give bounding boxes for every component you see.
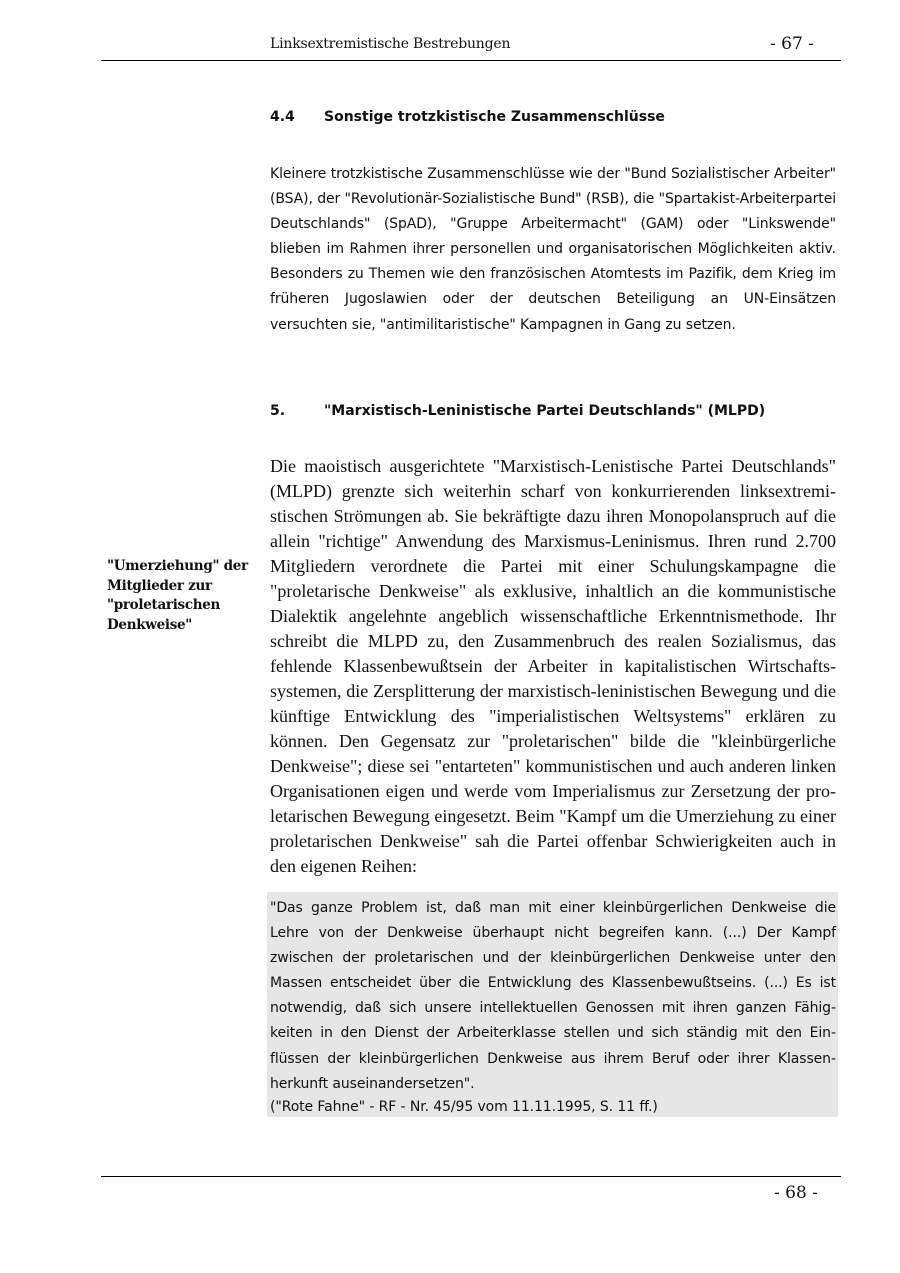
- margin-note: "Umerziehung" der Mitglieder zur "proletarischen Denkweise": [107, 558, 248, 633]
- page-number-top: - 67 -: [770, 34, 814, 54]
- quote-source: ("Rote Fahne" - RF - Nr. 45/95 vom 11.11.1995, S. 11 ff.): [270, 1099, 658, 1115]
- quote-text: "Das ganze Problem ist, daß man mit einer kleinbürgerlichen Denkweise die Lehre von der Denkweise überhaupt nicht begreifen kann. (...) Der Kampf zwischen der proletarischen und der kleinbürgerlichen Denkweise unter den Massen entscheidet über die Entwicklung des Klassenbewußtseins. (...) Es ist notwendig, daß sich unsere intellektuellen Genossen mit ihren ganzen Fähigkeiten in den Dienst der Arbeiterklasse stellen und sich ständig mit den Einflüssen der kleinbürgerlichen Denkweise aus ihrem Beruf oder ihrer Klassenherkunft auseinandersetzen".: [270, 900, 836, 1092]
- section-title: Sonstige trotzkistische Zusammenschlüsse: [324, 109, 665, 125]
- footer-rule: [101, 1176, 841, 1177]
- section-4-4-paragraph: Kleinere trotzkistische Zusammenschlüsse wie der "Bund Sozialistischer Arbeiter" (BSA), der "Revolutionär-Sozialistische Bund" (RSB), die "Spartakist-Arbeiterpartei Deutschlands" (SpAD), "Gruppe Arbeitermacht" (GAM) oder "Linkswende" blieben im Rahmen ihrer personellen und organisatorischen Möglichkeiten aktiv. Besonders zu Themen wie den französischen Atomtests im Pazifik, dem Krieg im früheren Jugoslawien oder der deutschen Beteiligung an UN-Einsätzen versuchten sie, "antimilitaristische" Kampagnen in Gang zu setzen.: [270, 166, 836, 333]
- running-header-title: Linksextremistische Bestrebungen: [270, 36, 511, 52]
- section-number: 5.: [270, 403, 286, 419]
- section-5-paragraph: Die maoistisch ausgerichtete "Marxistisch-Lenistische Partei Deutschlands" (MLPD) grenzte sich weiterhin scharf von konkurrierenden linksextremistischen Strömungen ab. Sie bekräftigte dazu ihren Monopolanspruch auf die allein "richtige" Anwendung des Marxismus-Leninismus. Ihren rund 2.700 Mitgliedern verordnete die Partei mit einer Schulungskampagne die "proletarische Denkweise" als exklusive, inhaltlich an die kommunistische Dialektik angelehnte angeblich wissenschaftliche Erkenntnismethode. Ihr schreibt die MLPD zu, den Zusammenbruch des realen Sozialismus, das fehlende Klassenbewußtsein der Arbeiter in kapitalistischen Wirtschaftssystemen, die Zersplitterung der marxistisch-leninistischen Bewegung und die künftige Entwicklung des "imperialistischen Weltsystems" erklären zu können. Den Gegensatz zur "proletarischen" bilde die "kleinbürgerliche Denkweise"; diese sei "entarteten" kommunistischen und auch anderen linken Organisationen eigen und werde vom Imperialismus zur Zersetzung der proletarischen Bewegung eingesetzt. Beim "Kampf um die Umerziehung zu einer proletarischen Denkweise" sah die Partei offenbar Schwierigkeiten auch in den eigenen Reihen:: [270, 456, 836, 876]
- section-heading-4-4: [270, 109, 665, 125]
- section-title: "Marxistisch-Leninistische Partei Deutschlands" (MLPD): [324, 403, 766, 419]
- section-number: 4.4: [270, 109, 295, 125]
- page-number-bottom: - 68 -: [774, 1183, 818, 1203]
- section-heading-5: [270, 403, 765, 419]
- header-rule: [101, 60, 841, 61]
